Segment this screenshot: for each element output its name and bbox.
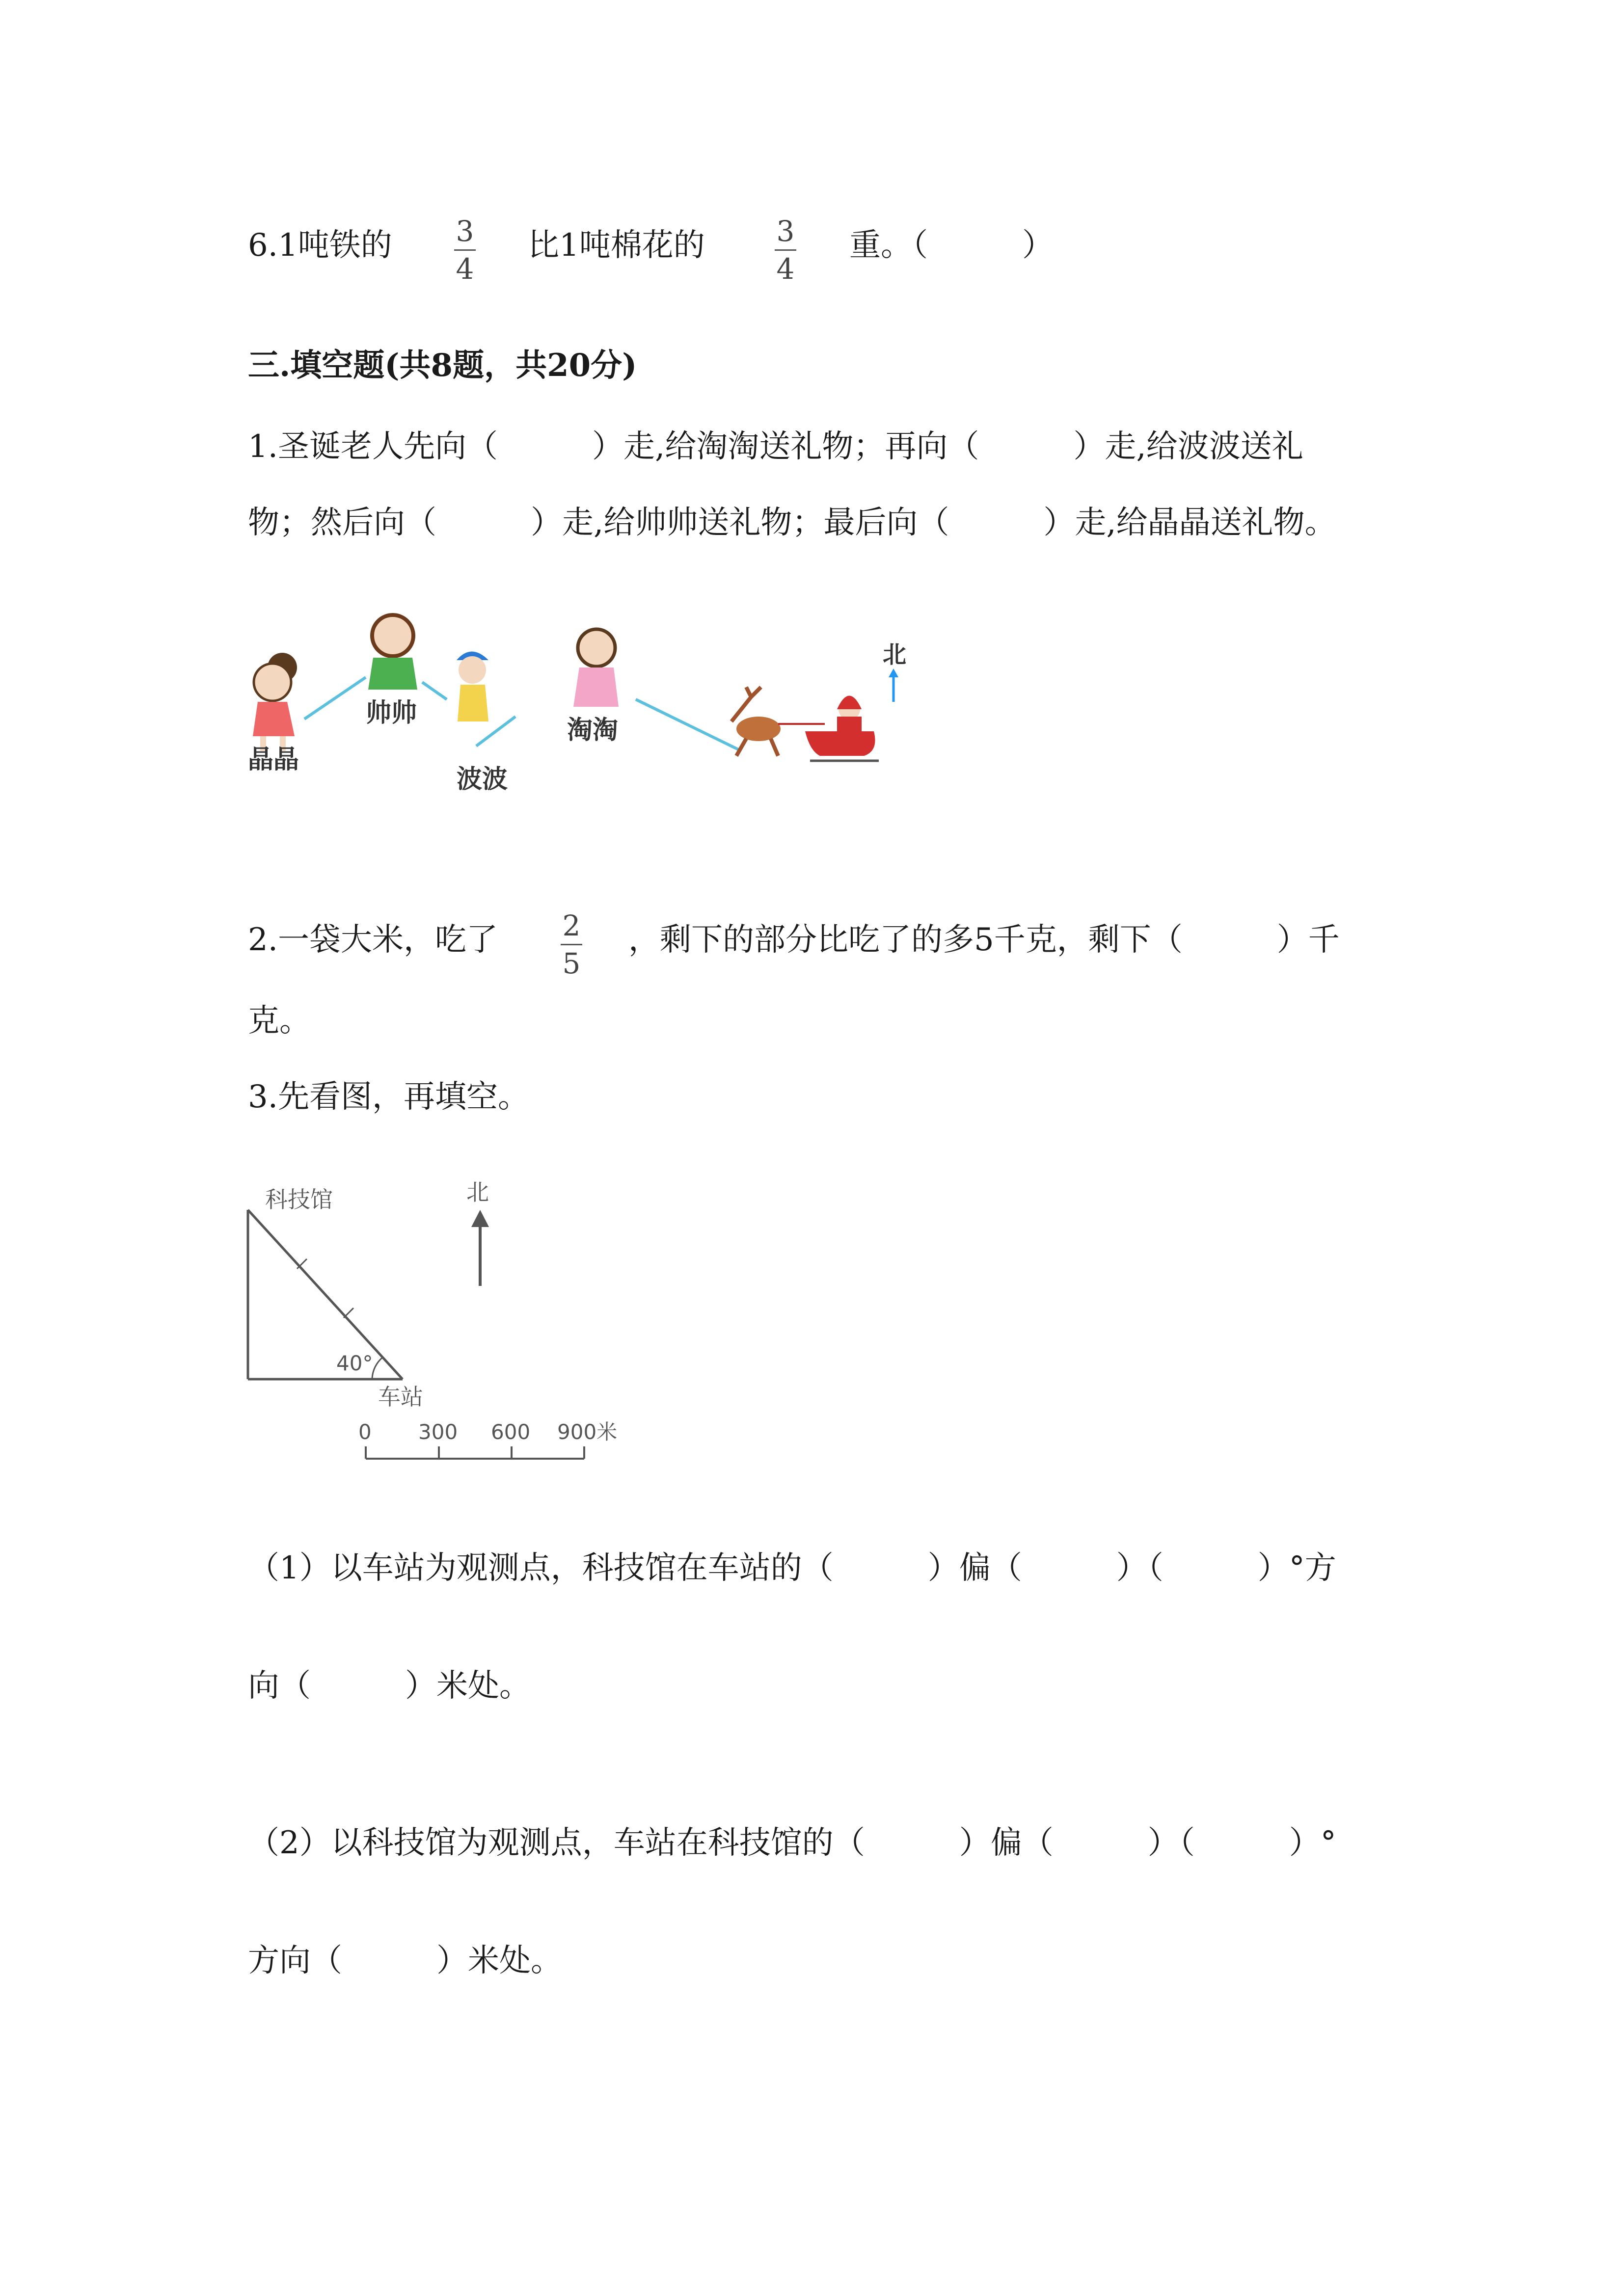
fraction-denominator: 4 (776, 252, 795, 286)
name-label: 波波 (457, 765, 508, 794)
name-label: 帅帅 (366, 698, 417, 728)
north-arrowhead-icon (471, 1210, 489, 1227)
fraction-bar (775, 249, 796, 251)
name-label: 晶晶 (248, 745, 299, 774)
q3-sub1-line-2: 向（ ）米处。 (248, 1668, 531, 1704)
route-line (636, 699, 741, 751)
santa-route-figure (241, 604, 928, 815)
triangle-hypotenuse (248, 1210, 403, 1379)
q2-fraction (561, 910, 582, 979)
north-arrowhead-icon (889, 668, 898, 677)
fraction-numerator: 3 (776, 214, 795, 248)
q3-title: 3.先看图，再填空。 (248, 1079, 530, 1115)
station-label: 车站 (378, 1384, 423, 1410)
fraction-bar (454, 249, 476, 251)
q6-text-1: 6.1吨铁的 (248, 227, 392, 264)
q2-text-2: ，剩下的部分比吃了的多5千克，剩下（ ）千 (628, 922, 1340, 958)
map-triangle-figure (241, 1168, 643, 1472)
scale-tick-label: 600 (491, 1420, 531, 1444)
q6-text-3: 重。（ ） (849, 227, 1054, 264)
q2-text-1: 2.一袋大米，吃了 (248, 922, 498, 958)
angle-label: 40° (336, 1351, 373, 1375)
taotao-figure (573, 629, 619, 707)
bobo-figure (457, 652, 488, 722)
jingjing-figure (253, 653, 297, 751)
scale-tick-label: 0 (358, 1420, 372, 1444)
santa-sleigh-illustration (731, 687, 879, 761)
q3-sub2-line-1: （2）以科技馆为观测点，车站在科技馆的（ ）偏（ ）（ ）° (248, 1825, 1336, 1861)
q3-sub2-line-2: 方向（ ）米处。 (248, 1943, 562, 1979)
q3-sub1-line-1: （1）以车站为观测点，科技馆在车站的（ ）偏（ ）（ ）°方 (248, 1550, 1336, 1586)
angle-arc (372, 1357, 383, 1379)
q6-fraction-2 (775, 216, 796, 284)
north-label: 北 (466, 1179, 489, 1205)
q6-fraction-1 (454, 216, 476, 284)
route-line (422, 682, 447, 699)
north-label: 北 (883, 641, 907, 668)
q1-line-2: 物；然后向（ ）走,给帅帅送礼物；最后向（ ）走,给晶晶送礼物。 (248, 505, 1336, 541)
name-label: 淘淘 (567, 716, 619, 745)
fraction-numerator: 3 (456, 214, 474, 248)
fraction-denominator: 4 (456, 252, 474, 286)
scale-tick-label: 300 (418, 1420, 458, 1444)
q2-line-2: 克。 (248, 1003, 311, 1039)
section-heading: 三.填空题(共8题，共20分) (248, 347, 637, 384)
fraction-bar (561, 944, 582, 945)
q1-line-1: 1.圣诞老人先向（ ）走,给淘淘送礼物；再向（ ）走,给波波送礼 (248, 428, 1303, 465)
shuaishuai-figure (368, 615, 417, 690)
scale-tick-label: 900米 (557, 1420, 618, 1444)
fraction-numerator: 2 (562, 909, 581, 942)
q6-text-2: 比1吨棉花的 (528, 227, 705, 264)
route-line (304, 677, 366, 719)
museum-label: 科技馆 (265, 1186, 333, 1213)
fraction-denominator: 5 (562, 947, 581, 980)
